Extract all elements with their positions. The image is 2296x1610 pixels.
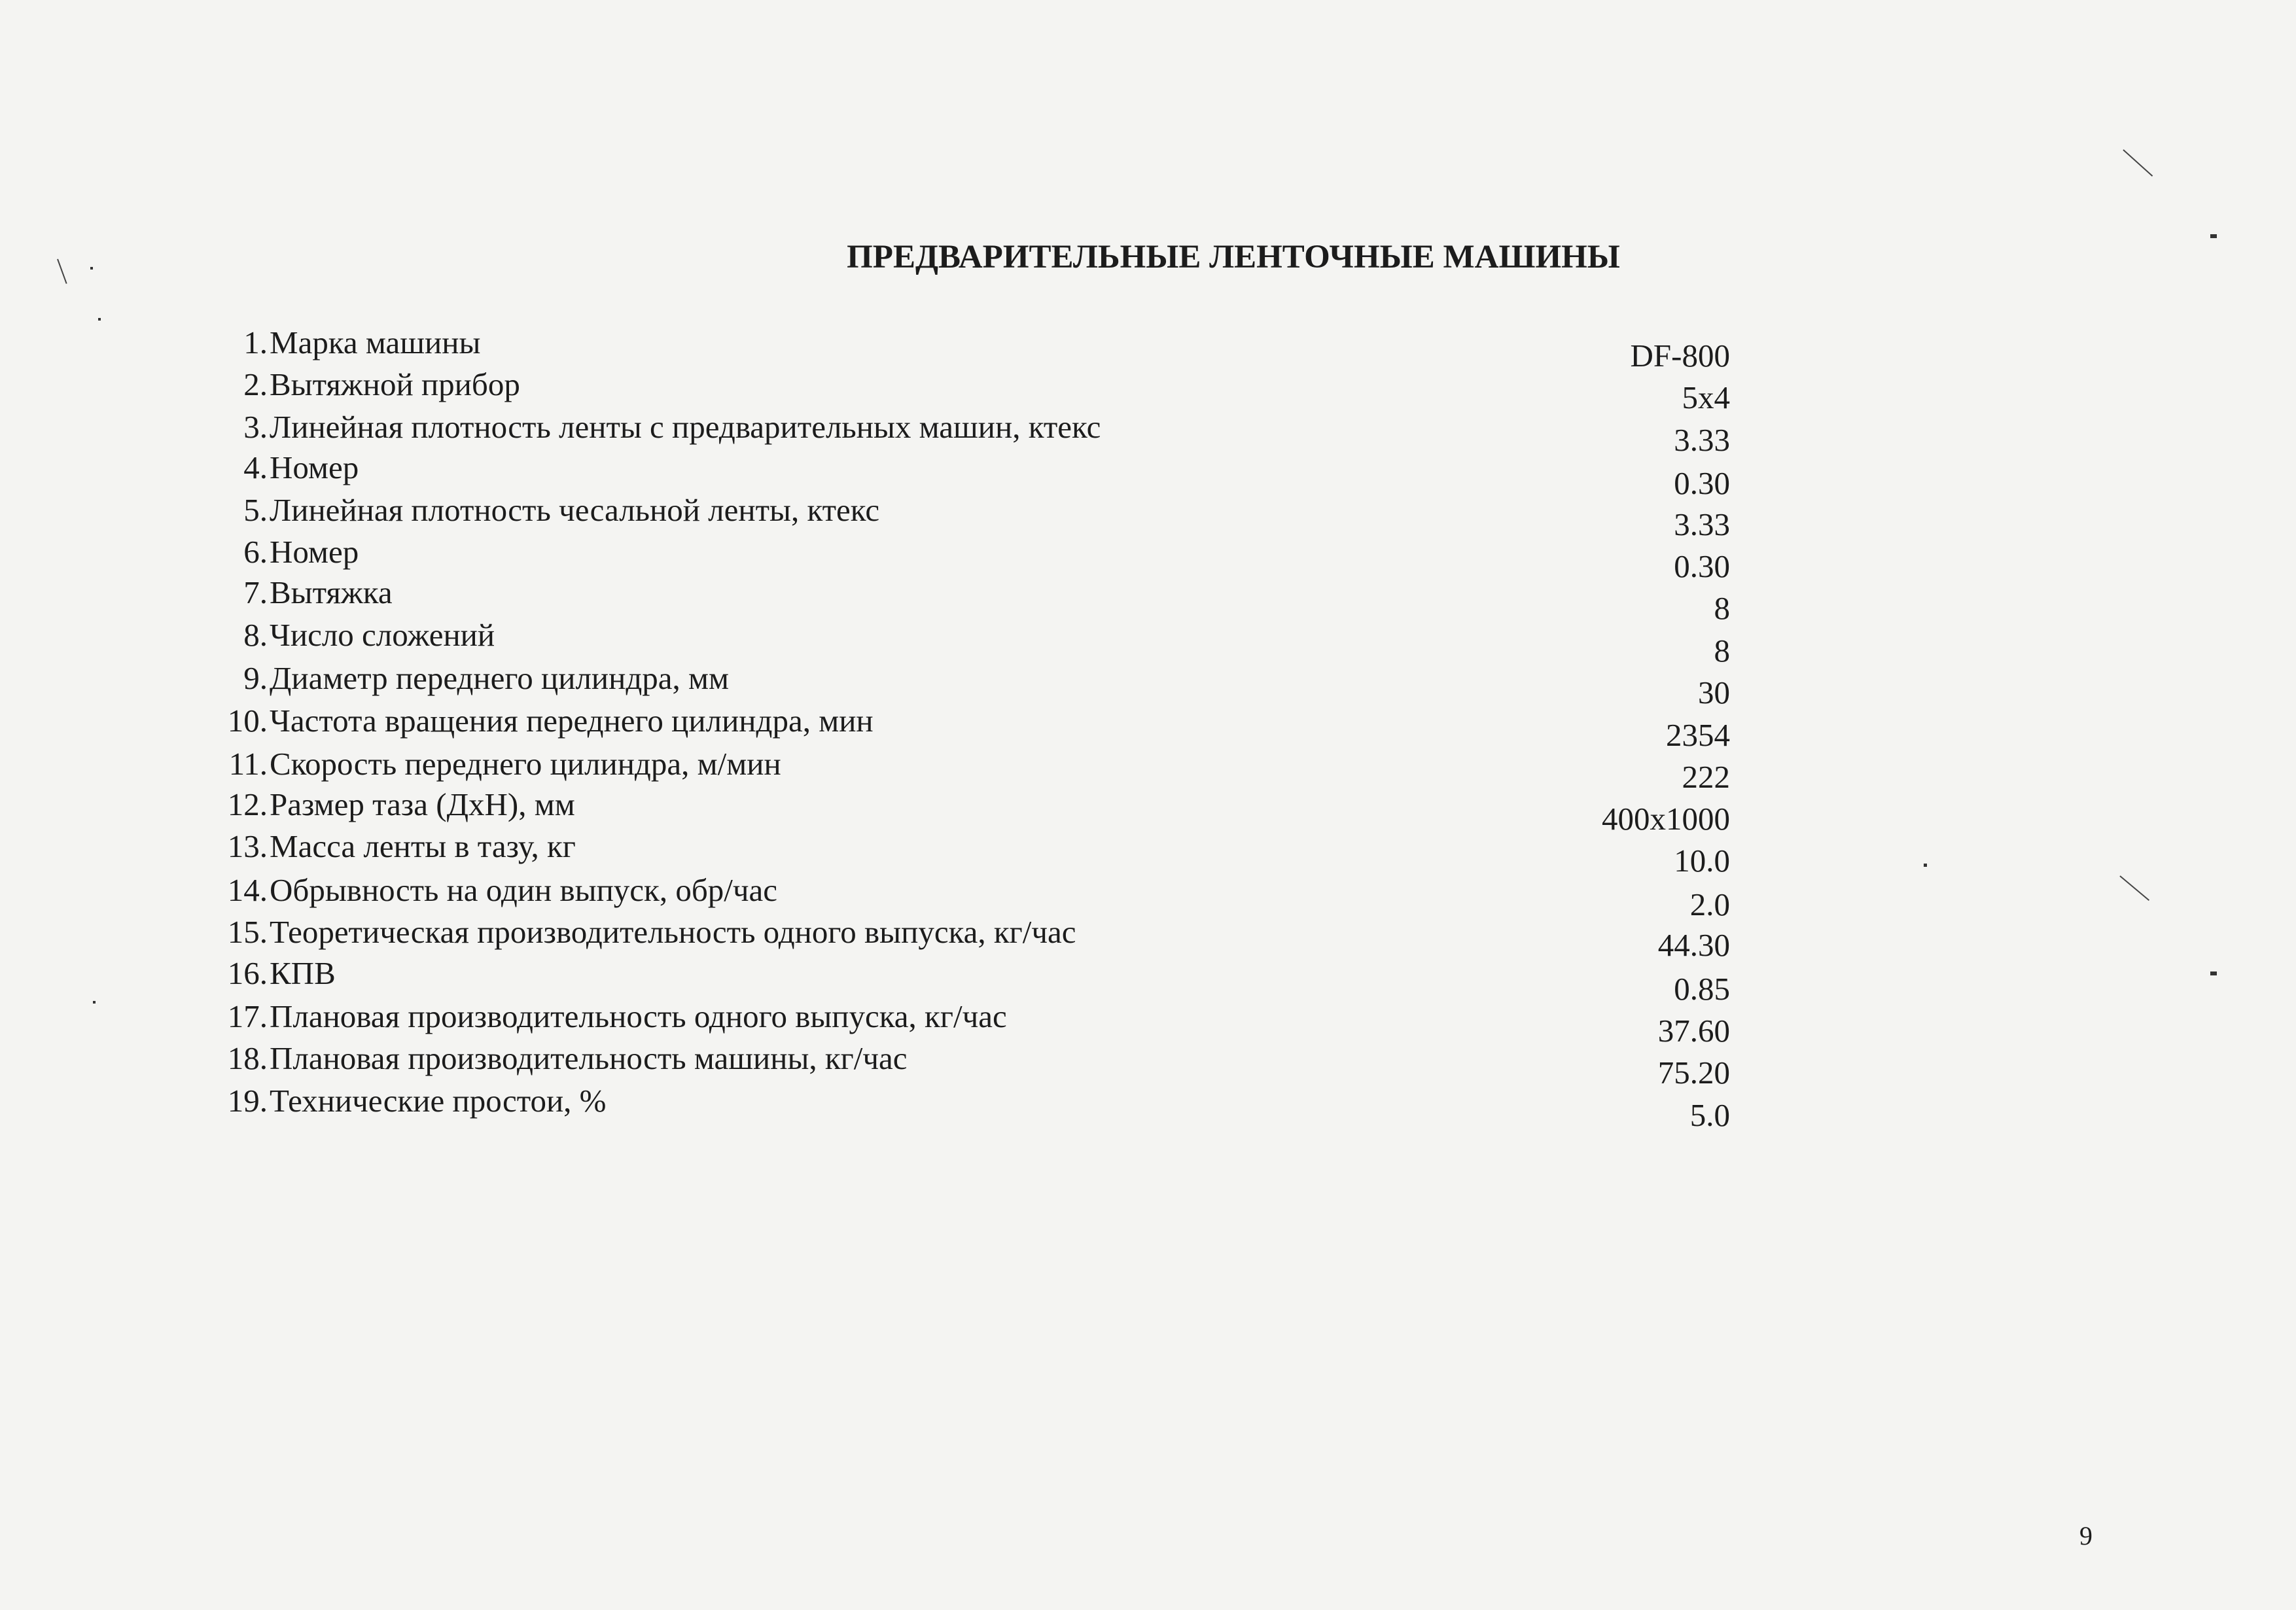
item-value: 8 — [1714, 633, 1730, 669]
item-number: 9. — [243, 660, 268, 696]
item-number: 5. — [243, 492, 268, 528]
item-label: Плановая производительность одного выпуска, кг/час — [270, 998, 1007, 1034]
scan-speck — [2210, 971, 2217, 975]
item-number: 19. — [227, 1083, 268, 1119]
item-label: Марка машины — [270, 324, 481, 360]
item-label: Обрывность на один выпуск, обр/час — [270, 872, 778, 908]
item-value: 0.30 — [1674, 465, 1730, 501]
item-value: 44.30 — [1657, 927, 1730, 963]
item-label: Масса ленты в тазу, кг — [270, 828, 576, 864]
item-value: 37.60 — [1657, 1013, 1730, 1049]
item-value: 2.0 — [1689, 886, 1730, 922]
item-label: Технические простои, % — [270, 1083, 607, 1119]
item-number: 3. — [243, 409, 268, 445]
scan-speck — [98, 318, 101, 321]
item-label: Вытяжка — [270, 574, 393, 610]
item-number: 13. — [227, 828, 268, 864]
item-number: 14. — [227, 872, 268, 908]
item-label: Размер таза (ДxH), мм — [270, 786, 575, 822]
item-value: 5.0 — [1689, 1097, 1730, 1133]
item-value: 222 — [1682, 759, 1730, 795]
item-value: 30 — [1698, 674, 1730, 710]
item-number: 10. — [227, 703, 268, 739]
scan-speck — [2210, 234, 2217, 238]
item-number: 6. — [243, 534, 268, 570]
item-number: 2. — [243, 366, 268, 402]
item-value: 0.85 — [1674, 971, 1730, 1007]
item-number: 7. — [243, 574, 268, 610]
scan-speck — [1924, 864, 1927, 867]
scan-speck — [93, 1001, 96, 1004]
item-value: 2354 — [1666, 717, 1730, 753]
item-number: 11. — [228, 746, 268, 782]
item-label: Диаметр переднего цилиндра, мм — [270, 660, 730, 696]
item-label: Число сложений — [270, 617, 495, 653]
item-label: Линейная плотность ленты с предварительных машин, ктекс — [270, 409, 1101, 445]
item-label: КПВ — [270, 955, 336, 991]
item-value: 5x4 — [1682, 379, 1730, 415]
scan-speck — [90, 267, 93, 270]
item-label: Номер — [270, 449, 359, 485]
item-label: Плановая производительность машины, кг/час — [270, 1040, 908, 1076]
item-number: 8. — [243, 617, 268, 653]
item-number: 17. — [227, 998, 268, 1034]
item-value: 400x1000 — [1602, 801, 1730, 837]
item-number: 12. — [227, 786, 268, 822]
item-label: Скорость переднего цилиндра, м/мин — [270, 746, 781, 782]
item-value: 75.20 — [1657, 1055, 1730, 1091]
item-label: Вытяжной прибор — [270, 366, 520, 402]
item-number: 18. — [227, 1040, 268, 1076]
item-number: 1. — [243, 324, 268, 360]
item-label: Частота вращения переднего цилиндра, мин — [270, 703, 874, 739]
item-label: Линейная плотность чесальной ленты, ктекс — [270, 492, 880, 528]
item-label: Номер — [270, 534, 359, 570]
item-value: 3.33 — [1674, 422, 1730, 458]
item-value: 0.30 — [1674, 548, 1730, 584]
item-number: 16. — [227, 955, 268, 991]
scan-scratch — [2123, 149, 2153, 177]
item-number: 4. — [243, 449, 268, 485]
item-label: Теоретическая производительность одного выпуска, кг/час — [270, 914, 1076, 950]
scan-scratch — [2119, 875, 2149, 901]
item-number: 15. — [227, 914, 268, 950]
page-title: ПРЕДВАРИТЕЛЬНЫЕ ЛЕНТОЧНЫЕ МАШИНЫ — [847, 239, 1620, 275]
item-value: DF-800 — [1630, 338, 1730, 374]
item-value: 3.33 — [1674, 506, 1730, 542]
page-number: 9 — [2079, 1521, 2093, 1550]
item-value: 8 — [1714, 590, 1730, 626]
item-value: 10.0 — [1674, 843, 1730, 879]
